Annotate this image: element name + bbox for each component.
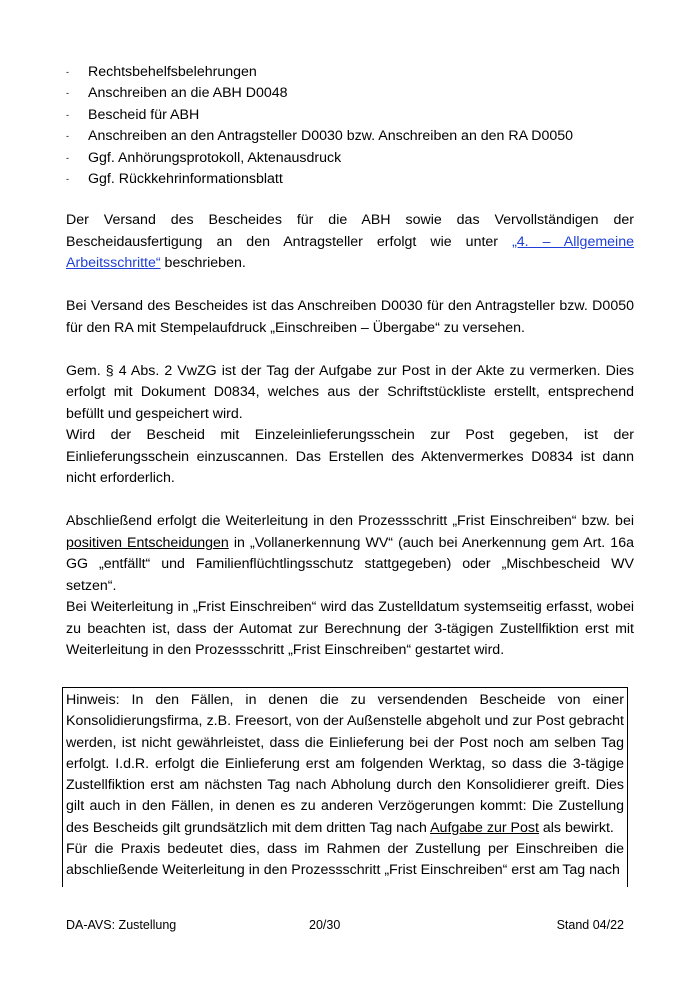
underlined-text: positiven Entscheidungen — [66, 534, 229, 551]
footer-version: Stand 04/22 — [556, 918, 624, 932]
footer-page-number: 20/30 — [309, 918, 341, 932]
paragraph-stempelaufdruck: Bei Versand des Bescheides ist das Anschreiben D0030 für den Antragsteller bzw. D0050 für den RA mit Stempelaufdruck „Einschreiben – Übergabe“ zu versehen. — [66, 298, 634, 336]
list-item: - Rechtsbehelfsbelehrungen — [66, 62, 634, 83]
underlined-text: Aufgabe zur Post — [430, 819, 539, 836]
list-item: - Bescheid für ABH — [66, 105, 634, 126]
bullet-marker: - — [66, 67, 69, 77]
paragraph-weiterleitung: Abschließend erfolgt die Weiterleitung in den Prozessschritt „Frist Einschreiben“ bzw. bei positiven Entscheidungen in „Vollanerkennung WV“ (auch bei Anerkennung gem Art. 16a GG „entfällt“ und Familienflüchtlingsschutz stattgegeben) oder „Mischbescheid WV setzen“. — [66, 513, 634, 594]
attachment-list — [66, 62, 634, 190]
document-body — [66, 62, 634, 662]
list-item: - Ggf. Rückkehrinformationsblatt — [66, 169, 634, 190]
bullet-marker: - — [66, 131, 69, 142]
footer-document-title: DA-AVS: Zustellung — [66, 918, 177, 932]
hint-box — [62, 687, 628, 887]
bullet-marker: - — [66, 109, 69, 120]
bullet-marker: - — [66, 174, 69, 185]
paragraph-zustelldatum: Bei Weiterleitung in „Frist Einschreiben“ wird das Zustelldatum systemseitig erfasst, wobei zu beachten ist, dass der Automat zur Berechnung der 3-tägigen Zustellfiktion erst mit Weiterleitung in den Prozessschritt „Frist Einschreiben“ gestartet wird. — [66, 599, 634, 659]
list-item: - Anschreiben an die ABH D0048 — [66, 83, 634, 104]
paragraph-aufgabe-zur-post: Gem. § 4 Abs. 2 VwZG ist der Tag der Aufgabe zur Post in der Akte zu vermerken. Dies erfolgt mit Dokument D0834, welches aus der Schriftstückliste erstellt, entsprechend befüllt und gespeichert wird. — [66, 362, 634, 422]
list-item: - Ggf. Anhörungsprotokoll, Aktenausdruck — [66, 148, 634, 169]
hint-paragraph-continued: Für die Praxis bedeutet dies, dass im Rahmen der Zustellung per Einschreiben die abschließende Weiterleitung in den Prozessschritt „Frist Einschreiben“ erst am Tag nach — [66, 841, 624, 879]
hint-paragraph: Hinweis: In den Fällen, in denen die zu versendenden Bescheide von einer Konsolidierungsfirma, z.B. Freesort, von der Außenstelle abgeholt und zur Post gebracht werden, ist nicht gewährleistet, dass die Einlieferung bei der Post noch am selben Tag erfolgt. I.d.R. erfolgt die Einlieferung erst am folgenden Werktag, so dass die 3-tägige Zustellfiktion erst am nächsten Tag nach Abholung durch den Konsolidierer greift. Dies gilt auch in den Fällen, in denen es zu anderen Verzögerungen kommt: Die Zustellung des Bescheids gilt grundsätzlich mit dem dritten Tag nach Aufgabe zur Post als bewirkt. — [66, 692, 624, 836]
bullet-marker: - — [66, 88, 69, 99]
paragraph-einlieferungsschein: Wird der Bescheid mit Einzeleinlieferungsschein zur Post gegeben, ist der Einlieferungsschein einzuscannen. Das Erstellen des Aktenvermerkes D0834 ist dann nicht erforderlich. — [66, 427, 634, 487]
paragraph-versand: Der Versand des Bescheides für die ABH sowie das Vervollständigen der Bescheidausfertigung an den Antragsteller erfolgt wie unter „4. – Allgemeine Arbeitsschritte“ beschrieben. — [66, 212, 634, 272]
bullet-marker: - — [66, 152, 69, 163]
link-allgemeine-arbeitsschritte[interactable]: „4. – Allgemeine Arbeitsschritte“ — [66, 233, 634, 272]
list-item: - Anschreiben an den Antragsteller D0030 bzw. Anschreiben an den RA D0050 — [66, 126, 634, 147]
